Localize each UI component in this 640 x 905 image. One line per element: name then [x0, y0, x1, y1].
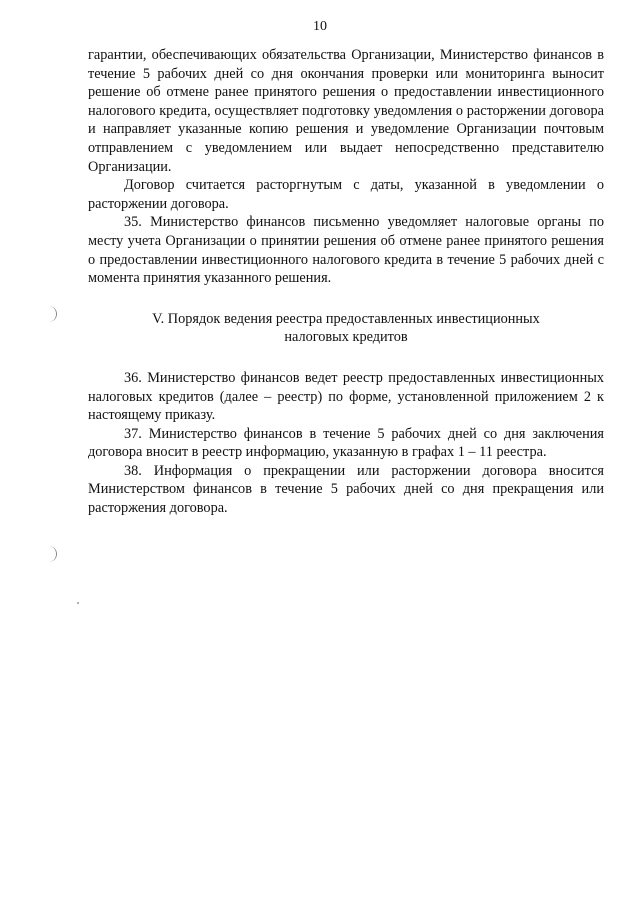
paragraph-36: 36. Министерство финансов ведет реестр предоставленных инвестиционных налоговых кредитов (далее – реестр) по форме, установленной приложением 2 к настоящему приказу.: [88, 369, 604, 424]
paragraph-37: 37. Министерство финансов в течение 5 рабочих дней со дня заключения договора вносит в реестр информацию, указанную в графах 1 – 11 реестра.: [88, 425, 604, 461]
paragraph-contract-termination: Договор считается расторгнутым с даты, указанной в уведомлении о расторжении договора.: [88, 177, 604, 212]
section-heading-line-2: налоговых кредитов: [284, 329, 408, 346]
section-heading: [88, 310, 604, 347]
paragraph-35: 35. Министерство финансов письменно уведомляет налоговые органы по месту учета Организации о принятии решения об отмене ранее принятого решения о предоставлении инвестиционного налогового кредита в течение 5 рабочих дней с момента принятия указанного решения.: [88, 214, 604, 287]
section-heading-line-1: V. Порядок ведения реестра предоставленных инвестиционных: [152, 310, 540, 327]
punch-hole-mark: [44, 306, 57, 322]
punch-hole-mark: [44, 546, 57, 562]
paragraph-continuation: гарантии, обеспечивающих обязательства Организации, Министерство финансов в течение 5 рабочих дней со дня окончания проверки или мониторинга выносит решение об отмене ранее принятого решения о предоставлении инвестиционного налогового кредита, осуществляет подготовку уведомления о расторжении договора и направляет указанные копию решения и уведомление Организации почтовым отправлением с уведомлением или выдает непосредственно представителю Организации.: [88, 47, 604, 175]
page-number: 10: [313, 19, 327, 34]
scan-speck: [77, 602, 79, 604]
paragraph-38: 38. Информация о прекращении или расторжении договора вносится Министерством финансов в течение 5 рабочих дней со дня прекращения или расторжения договора.: [88, 462, 604, 517]
document-body: [88, 46, 604, 518]
